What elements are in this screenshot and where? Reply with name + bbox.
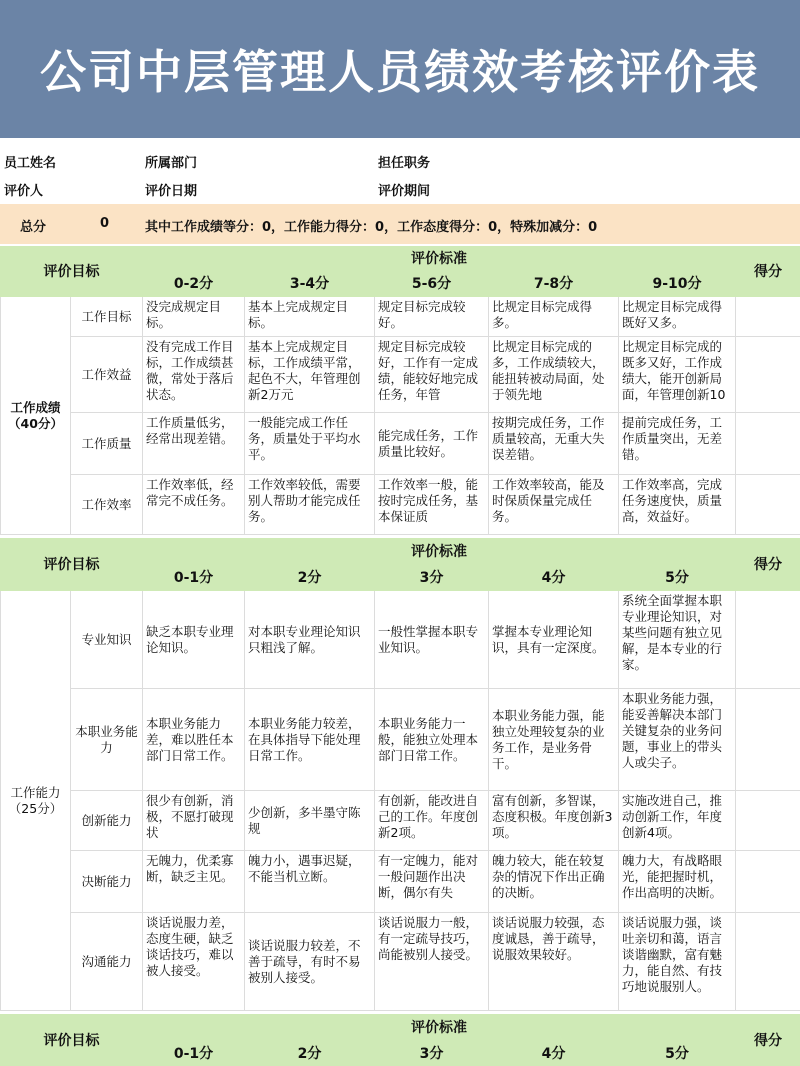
standard-cell: 掌握本专业理论知识，具有一定深度。 xyxy=(489,591,619,689)
score-input-cell[interactable] xyxy=(736,337,800,413)
table-row xyxy=(1,337,800,413)
header-row xyxy=(1,539,800,565)
score-input-cell[interactable] xyxy=(736,851,800,913)
level-label: 5分 xyxy=(619,1041,736,1066)
standard-cell: 本职业务能力强，能独立处理较复杂的业务工作，是业务骨干。 xyxy=(489,689,619,791)
section-work-results-table xyxy=(0,246,800,535)
standard-cell: 比规定目标完成的既多又好，工作成绩大，能开创新局面，年管理创新10 xyxy=(619,337,736,413)
total-score-bar xyxy=(0,204,800,244)
table-row xyxy=(1,689,800,791)
criterion-name: 专业知识 xyxy=(71,591,143,689)
criterion-name: 工作效率 xyxy=(71,475,143,535)
standard-cell: 缺乏本职专业理论知识。 xyxy=(143,591,245,689)
score-input-cell[interactable] xyxy=(736,297,800,337)
standard-cell: 很少有创新，消极，不愿打破现状 xyxy=(143,791,245,851)
score-input-cell[interactable] xyxy=(736,591,800,689)
header-score: 得分 xyxy=(736,539,800,591)
employee-name-label: 员工姓名 xyxy=(4,156,57,171)
header-standard: 评价标准 xyxy=(143,247,736,271)
criterion-name: 决断能力 xyxy=(71,851,143,913)
header-row xyxy=(1,1015,800,1041)
standard-cell: 工作效率较高，能及时保质保量完成任务。 xyxy=(489,475,619,535)
criterion-name: 工作目标 xyxy=(71,297,143,337)
standard-cell: 工作效率较低，需要别人帮助才能完成任务。 xyxy=(245,475,375,535)
category-weight: （40分） xyxy=(8,415,63,431)
table-row xyxy=(1,791,800,851)
criterion-name: 工作质量 xyxy=(71,413,143,475)
standard-cell: 富有创新，多智谋，态度积极。年度创新3项。 xyxy=(489,791,619,851)
level-label: 3分 xyxy=(375,1041,489,1066)
category-name: 工作能力 xyxy=(10,784,61,800)
header-target: 评价目标 xyxy=(1,1015,143,1066)
header-row xyxy=(1,247,800,271)
standard-cell: 一般性掌握本职专业知识。 xyxy=(375,591,489,689)
level-label: 5-6分 xyxy=(375,271,489,297)
table-row xyxy=(1,297,800,337)
header-target: 评价目标 xyxy=(1,539,143,591)
standard-cell: 谈话说服力较强，态度诚恳，善于疏导，说服效果较好。 xyxy=(489,913,619,1011)
total-breakdown: 其中工作成绩等分：0，工作能力得分：0，工作态度得分：0，特殊加减分：0 xyxy=(145,220,598,235)
standard-cell: 本职业务能力一般，能独立处理本部门日常工作。 xyxy=(375,689,489,791)
total-value: 0 xyxy=(100,216,110,231)
standard-cell: 一般能完成工作任务，质量处于平均水平。 xyxy=(245,413,375,475)
standard-cell: 对本职专业理论知识只粗浅了解。 xyxy=(245,591,375,689)
standard-cell: 提前完成任务，工作质量突出，无差错。 xyxy=(619,413,736,475)
score-input-cell[interactable] xyxy=(736,413,800,475)
criterion-name: 工作效益 xyxy=(71,337,143,413)
criterion-name: 本职业务能力 xyxy=(71,689,143,791)
standard-cell: 没完成规定目标。 xyxy=(143,297,245,337)
standard-cell: 魄力较大，能在较复杂的情况下作出正确的决断。 xyxy=(489,851,619,913)
header-target: 评价目标 xyxy=(1,247,143,297)
standard-cell: 工作效率低，经常完不成任务。 xyxy=(143,475,245,535)
table-row xyxy=(1,475,800,535)
level-label: 2分 xyxy=(245,1041,375,1066)
level-label: 5分 xyxy=(619,565,736,591)
standard-cell: 谈话说服力强，谈吐亲切和蔼，语言谈谐幽默，富有魅力，能自然、有技巧地说服别人。 xyxy=(619,913,736,1011)
standard-cell: 规定目标完成较好，工作有一定成绩，能较好地完成任务，年管 xyxy=(375,337,489,413)
title-banner xyxy=(0,0,800,138)
section-work-ability-table xyxy=(0,538,800,1011)
standard-cell: 少创新，多半墨守陈规 xyxy=(245,791,375,851)
standard-cell: 谈话说服力较差，不善于疏导，有时不易被别人接受。 xyxy=(245,913,375,1011)
standard-cell: 系统全面掌握本职专业理论知识，对某些问题有独立见解，是本专业的行家。 xyxy=(619,591,736,689)
standard-cell: 魄力大，有战略眼光，能把握时机，作出高明的决断。 xyxy=(619,851,736,913)
table-row xyxy=(1,913,800,1011)
page-title: 公司中层管理人员绩效考核评价表 xyxy=(40,45,760,99)
department-label: 所属部门 xyxy=(145,156,198,171)
standard-cell: 按期完成任务，工作质量较高，无重大失误差错。 xyxy=(489,413,619,475)
standard-cell: 本职业务能力较差，在具体指导下能处理日常工作。 xyxy=(245,689,375,791)
level-label: 3分 xyxy=(375,565,489,591)
score-input-cell[interactable] xyxy=(736,791,800,851)
criterion-name: 创新能力 xyxy=(71,791,143,851)
criterion-name: 沟通能力 xyxy=(71,913,143,1011)
standard-cell: 有创新，能改进自己的工作。年度创新2项。 xyxy=(375,791,489,851)
level-label: 3-4分 xyxy=(245,271,375,297)
standard-cell: 本职业务能力差，难以胜任本部门日常工作。 xyxy=(143,689,245,791)
evaluation-date-label: 评价日期 xyxy=(145,184,198,199)
level-label: 9-10分 xyxy=(619,271,736,297)
standard-cell: 没有完成工作目标，工作成绩甚微，常处于落后状态。 xyxy=(143,337,245,413)
table-row xyxy=(1,591,800,689)
standard-cell: 实施改进自己，推动创新工作，年度创新4项。 xyxy=(619,791,736,851)
category-cell xyxy=(1,591,71,1011)
standard-cell: 无魄力，优柔寡断，缺乏主见。 xyxy=(143,851,245,913)
standard-cell: 能完成任务，工作质量比较好。 xyxy=(375,413,489,475)
standard-cell: 谈话说服力一般，有一定疏导技巧，尚能被别人接受。 xyxy=(375,913,489,1011)
header-score: 得分 xyxy=(736,247,800,297)
standard-cell: 工作质量低劣，经常出现差错。 xyxy=(143,413,245,475)
standard-cell: 谈话说服力差，态度生硬，缺乏谈话技巧，难以被人接受。 xyxy=(143,913,245,1011)
score-input-cell[interactable] xyxy=(736,913,800,1011)
standard-cell: 有一定魄力，能对一般问题作出决断，偶尔有失 xyxy=(375,851,489,913)
standard-cell: 魄力小，遇事迟疑，不能当机立断。 xyxy=(245,851,375,913)
level-label: 7-8分 xyxy=(489,271,619,297)
standard-cell: 基本上完成规定目标。 xyxy=(245,297,375,337)
total-label: 总分 xyxy=(20,220,47,235)
standard-cell: 工作效率一般，能按时完成任务，基本保证质 xyxy=(375,475,489,535)
evaluation-period-label: 评价期间 xyxy=(378,184,431,199)
score-input-cell[interactable] xyxy=(736,475,800,535)
evaluator-label: 评价人 xyxy=(4,184,44,199)
header-standard: 评价标准 xyxy=(143,539,736,565)
standard-cell: 比规定目标完成得既好又多。 xyxy=(619,297,736,337)
header-standard: 评价标准 xyxy=(143,1015,736,1041)
standard-cell: 基本上完成规定目标，工作成绩平常，起色不大，年管理创新2万元 xyxy=(245,337,375,413)
standard-cell: 工作效率高，完成任务速度快，质量高，效益好。 xyxy=(619,475,736,535)
table-row xyxy=(1,413,800,475)
standard-cell: 规定目标完成较好。 xyxy=(375,297,489,337)
level-label: 0-1分 xyxy=(143,1041,245,1066)
category-name: 工作成绩 xyxy=(10,399,61,415)
category-weight: （25分） xyxy=(8,800,63,816)
standard-cell: 本职业务能力强，能妥善解决本部门关键复杂的业务问题，事业上的带头人或尖子。 xyxy=(619,689,736,791)
category-cell xyxy=(1,297,71,535)
section-next-table xyxy=(0,1014,800,1066)
level-label: 0-1分 xyxy=(143,565,245,591)
standard-cell: 比规定目标完成得多。 xyxy=(489,297,619,337)
level-label: 4分 xyxy=(489,1041,619,1066)
standard-cell: 比规定目标完成的多，工作成绩较大，能扭转被动局面，处于领先地 xyxy=(489,337,619,413)
position-label: 担任职务 xyxy=(378,156,431,171)
score-input-cell[interactable] xyxy=(736,689,800,791)
level-label: 2分 xyxy=(245,565,375,591)
level-label: 4分 xyxy=(489,565,619,591)
table-row xyxy=(1,851,800,913)
header-score: 得分 xyxy=(736,1015,800,1066)
level-label: 0-2分 xyxy=(143,271,245,297)
